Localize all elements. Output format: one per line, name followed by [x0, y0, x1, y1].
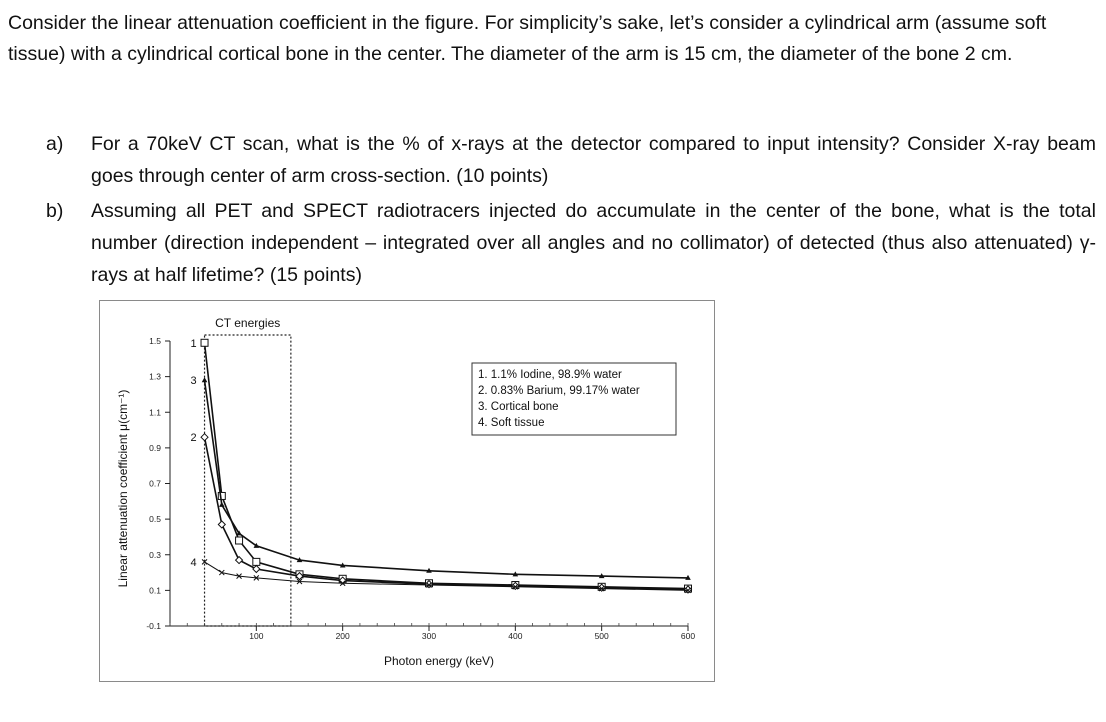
legend-entry: 3. Cortical bone: [478, 401, 559, 413]
y-tick-label: 0.1: [149, 585, 161, 596]
series-2-line: [205, 437, 689, 589]
y-tick-label: -0.1: [146, 621, 161, 631]
legend: [472, 363, 676, 435]
triangle-marker: [202, 377, 208, 382]
x-tick-label: 200: [335, 631, 350, 641]
y-tick-label: 0.5: [149, 514, 161, 525]
y-tick-label: 0.3: [149, 549, 161, 560]
diamond-marker: [201, 434, 208, 441]
ct-energies-label: CT energies: [215, 316, 281, 330]
x-axis-label: Photon energy (keV): [383, 654, 495, 668]
diamond-marker: [253, 566, 260, 573]
diamond-marker: [218, 521, 225, 528]
question-a-label: a): [46, 133, 64, 155]
square-marker: [236, 537, 243, 544]
y-tick-label: 1.3: [149, 371, 161, 382]
legend-entry: 1. 1.1% Iodine, 98.9% water: [478, 369, 622, 381]
series-1-curve-label: 1: [190, 337, 197, 350]
ct-energies-region: [205, 335, 291, 626]
square-marker: [201, 339, 208, 346]
y-tick-label: 1.5: [149, 336, 161, 346]
series-3-curve-label: 3: [190, 375, 197, 388]
series-2: [191, 432, 692, 593]
x-tick-label: 600: [680, 631, 696, 641]
series-2-curve-label: 2: [190, 432, 197, 445]
y-tick-label: 0.7: [149, 478, 161, 489]
question-b-text: Assuming all PET and SPECT radiotracers injected do accumulate in the center of the bone, what is the total number (direction independent – integrated over all angles and no collimator) of detected (thus also attenuated) γ-rays at half lifetime? (15 points): [91, 200, 1096, 286]
legend-entry: 2. 0.83% Barium, 99.17% water: [478, 385, 640, 397]
square-marker: [253, 558, 260, 565]
question-b-label: b): [46, 200, 64, 222]
legend-entry: 4. Soft tissue: [478, 417, 545, 429]
attenuation-chart: [100, 301, 714, 681]
series-4-curve-label: 4: [190, 556, 197, 569]
x-tick-label: 400: [508, 631, 523, 641]
attenuation-figure: [99, 300, 715, 682]
x-tick-label: 500: [594, 631, 609, 641]
question-a-text: For a 70keV CT scan, what is the % of x-rays at the detector compared to input intensity? Consider X-ray beam goes through center of arm cross-section. (10 points): [91, 133, 1096, 187]
y-axis-label: Linear attenuation coefficient μ(cm⁻¹): [116, 389, 130, 588]
x-tick-label: 300: [421, 631, 437, 641]
problem-intro: Consider the linear attenuation coefficient in the figure. For simplicity’s sake, let’s consider a cylindrical arm (assume soft tissue) with a cylindrical cortical bone in the center. The diameter of the arm is 15 cm, the diameter of the bone 2 cm.: [8, 12, 1047, 65]
y-tick-label: 0.9: [149, 442, 161, 453]
square-marker: [218, 492, 225, 499]
x-tick-label: 100: [249, 631, 264, 641]
y-tick-label: 1.1: [149, 407, 161, 418]
diamond-marker: [236, 557, 243, 564]
